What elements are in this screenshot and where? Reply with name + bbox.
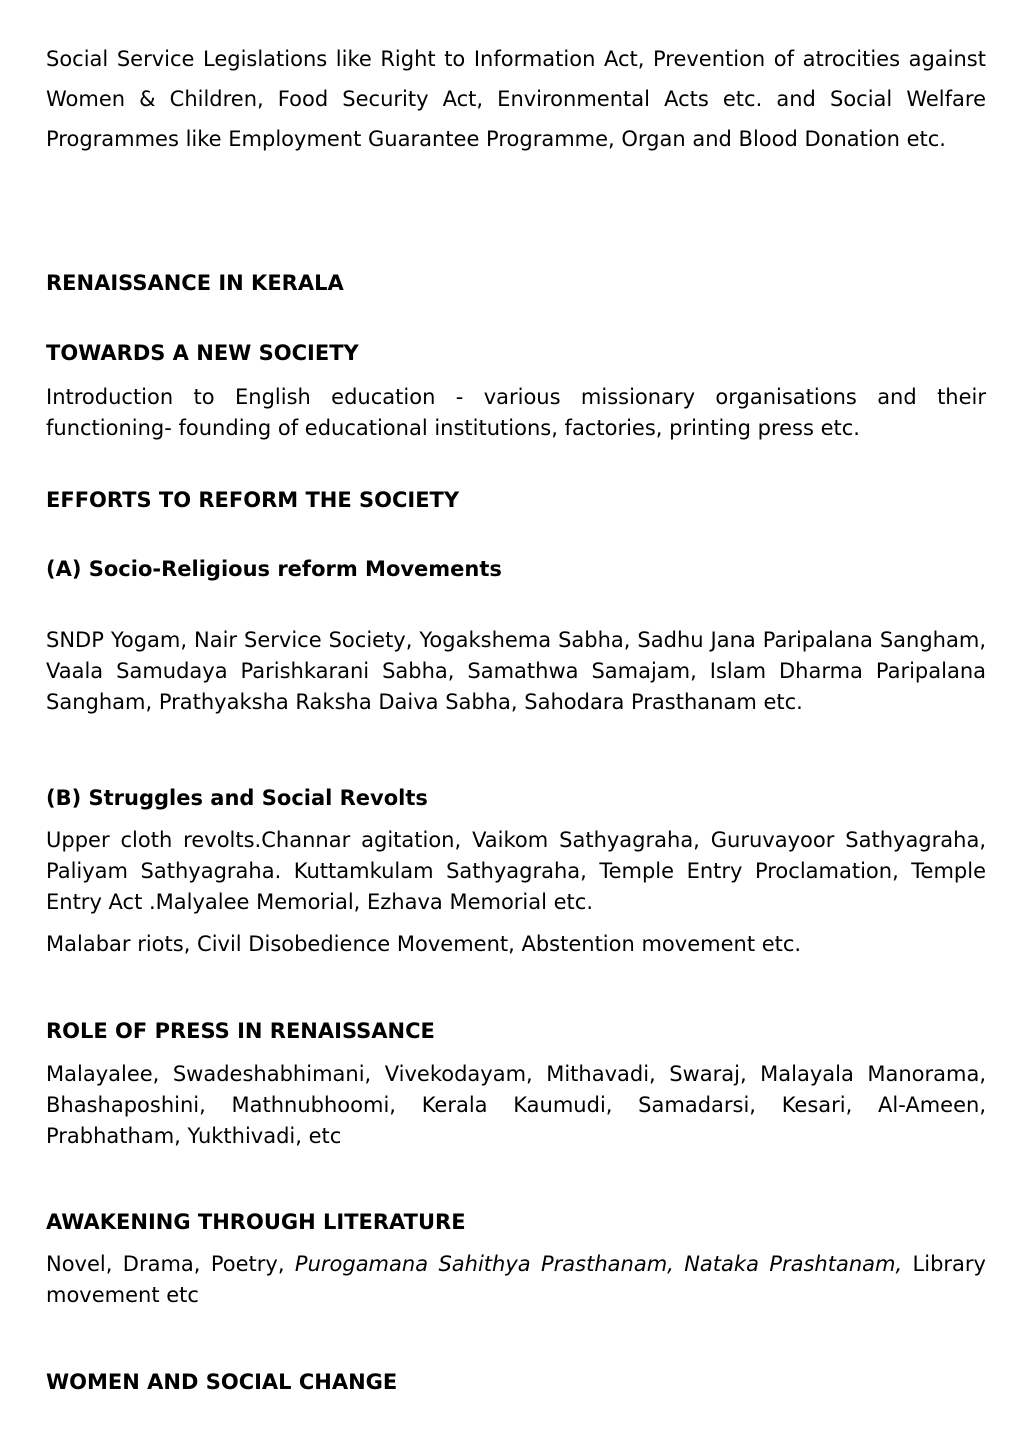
intro-paragraph: Social Service Legislations like Right to Information Act, Prevention of atrocities against Women & Children, Food Security Act, Environmental Acts etc. and Social Welfare Programmes like Employment Guarantee Programme, Organ and Blood Donation etc.: [46, 47, 986, 151]
subheading-socio-religious: (A) Socio-Religious reform Movements: [46, 557, 502, 581]
paragraph-struggles-2: Malabar riots, Civil Disobedience Movement, Abstention movement etc.: [46, 932, 802, 956]
paragraph-press: Malayalee, Swadeshabhimani, Vivekodayam, Mithavadi, Swaraj, Malayala Manorama, Bhashaposhini, Mathnubhoomi, Kerala Kaumudi, Samadarsi, Kesari, Al-Ameen, Prabhatham, Yukthivadi, etc: [46, 1062, 986, 1148]
heading-awakening-literature: AWAKENING THROUGH LITERATURE: [46, 1210, 466, 1234]
paragraph-struggles-1: Upper cloth revolts.Channar agitation, Vaikom Sathyagraha, Guruvayoor Sathyagraha, Paliyam Sathyagraha. Kuttamkulam Sathyagraha, Temple Entry Proclamation, Temple Entry Act .Malyalee Memorial, Ezhava Memorial etc.: [46, 828, 986, 914]
literature-text-italic: Purogamana Sahithya Prasthanam, Nataka Prashtanam,: [294, 1252, 903, 1276]
heading-efforts-to-reform: EFFORTS TO REFORM THE SOCIETY: [46, 488, 460, 512]
subheading-struggles-revolts: (B) Struggles and Social Revolts: [46, 786, 428, 810]
heading-women-social-change: WOMEN AND SOCIAL CHANGE: [46, 1370, 398, 1394]
heading-towards-a-new-society: TOWARDS A NEW SOCIETY: [46, 341, 359, 365]
heading-role-of-press: ROLE OF PRESS IN RENAISSANCE: [46, 1019, 435, 1043]
literature-text-end: Library movement etc: [46, 1252, 986, 1307]
heading-renaissance-in-kerala: RENAISSANCE IN KERALA: [46, 271, 344, 295]
paragraph-new-society: Introduction to English education - various missionary organisations and their functioning- founding of educational institutions, factories, printing press etc.: [46, 385, 986, 440]
paragraph-socio-religious: SNDP Yogam, Nair Service Society, Yogakshema Sabha, Sadhu Jana Paripalana Sangham, Vaala Samudaya Parishkarani Sabha, Samathwa Samajam, Islam Dharma Paripalana Sangham, Prathyaksha Raksha Daiva Sabha, Sahodara Prasthanam etc.: [46, 628, 986, 714]
literature-text-start: Novel, Drama, Poetry,: [46, 1252, 285, 1276]
paragraph-literature: [46, 1249, 986, 1311]
